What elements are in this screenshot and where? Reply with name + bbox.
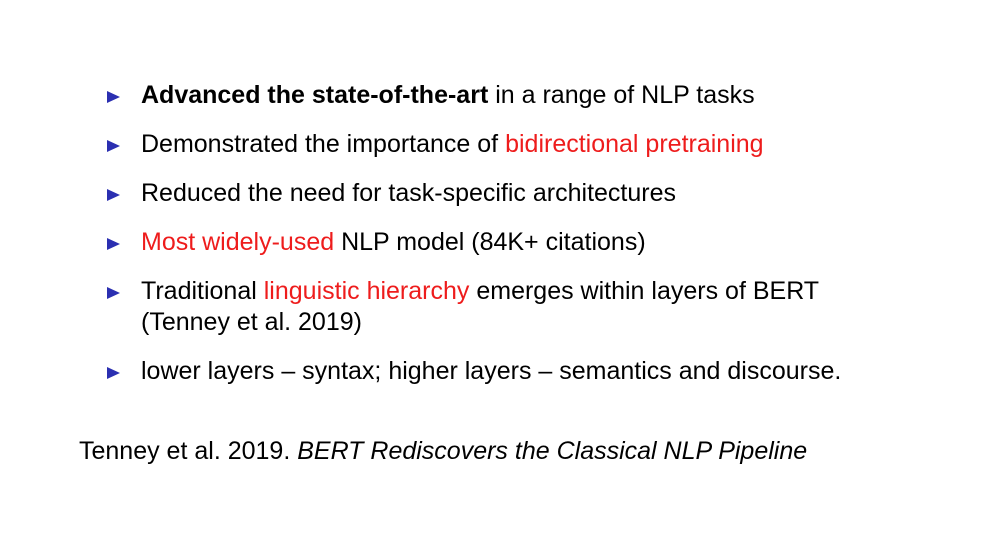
- bullet-text-line2: (Tenney et al. 2019): [141, 308, 362, 336]
- bullet-text: in a range of NLP tasks: [488, 81, 755, 109]
- bullet-text: Demonstrated the importance of: [141, 130, 506, 158]
- bullet-text: Reduced the need for task-specific architectures: [141, 179, 676, 207]
- citation: [79, 436, 807, 467]
- triangle-bullet-icon: [107, 91, 120, 103]
- bullet-text: lower layers – syntax; higher layers – semantics and discourse.: [141, 357, 842, 385]
- bullet-item: [107, 80, 841, 111]
- citation-authors: Tenney et al. 2019.: [79, 437, 298, 465]
- triangle-bullet-icon: [107, 367, 120, 379]
- triangle-bullet-icon: [107, 238, 120, 250]
- bullet-highlight-text: Most widely-used: [141, 228, 335, 256]
- bullet-item: [107, 178, 841, 209]
- bullet-item: [107, 129, 841, 160]
- bullet-highlight-text: bidirectional pretraining: [505, 130, 764, 158]
- bullet-text: NLP model (84K+ citations): [334, 228, 646, 256]
- bullet-item: [107, 276, 841, 338]
- bullet-list: [107, 80, 841, 405]
- triangle-bullet-icon: [107, 140, 120, 152]
- bullet-highlight-text: linguistic hierarchy: [263, 277, 470, 305]
- bullet-text-after: emerges within layers of BERT: [469, 277, 820, 305]
- citation-title: BERT Rediscovers the Classical NLP Pipeline: [297, 437, 808, 465]
- bullet-text: Traditional: [141, 277, 264, 305]
- triangle-bullet-icon: [107, 189, 120, 201]
- bullet-item: [107, 356, 841, 387]
- triangle-bullet-icon: [107, 287, 120, 299]
- bullet-bold-text: Advanced the state-of-the-art: [141, 81, 489, 109]
- bullet-item: [107, 227, 841, 258]
